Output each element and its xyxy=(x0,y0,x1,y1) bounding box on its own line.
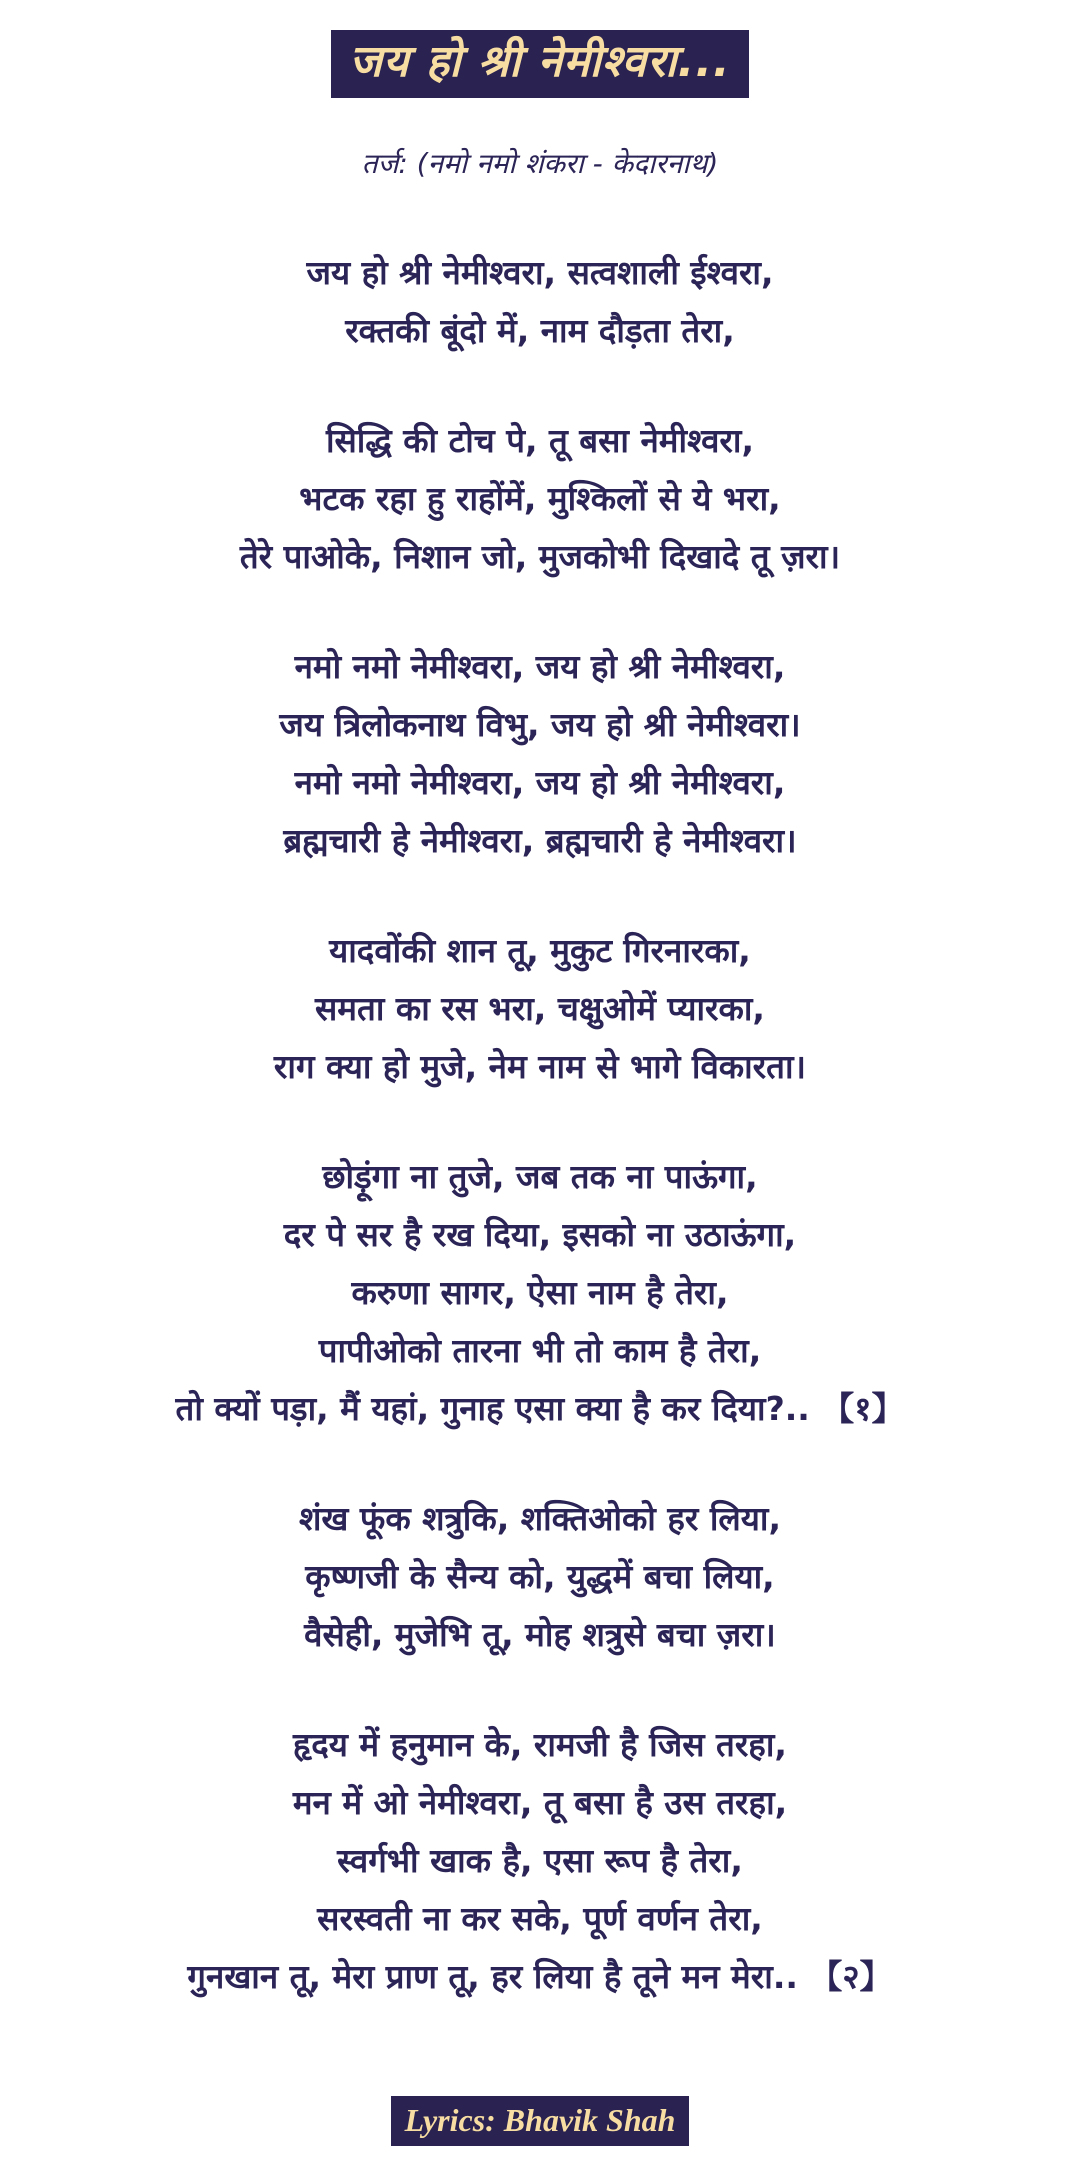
lyric-line: स्वर्गभी खाक है, एसा रूप है तेरा, xyxy=(337,1841,743,1880)
lyric-line: भटक रहा हु राहोंमें, मुश्किलों से ये भरा, xyxy=(299,479,781,518)
stanza-4 xyxy=(274,922,806,1096)
lyric-line: कृष्णजी के सैन्य को, युद्धमें बचा लिया, xyxy=(305,1557,775,1596)
lyric-line: जय त्रिलोकनाथ विभु, जय हो श्री नेमीश्वरा। xyxy=(279,705,801,744)
lyrics-section xyxy=(176,244,905,2006)
lyric-line: गुनखान तू, मेरा प्राण तू, हर लिया है तूने मन मेरा.. 【२】 xyxy=(187,1957,893,1996)
lyric-line: तो क्यों पड़ा, मैं यहां, गुनाह एसा क्या है कर दिया?.. 【१】 xyxy=(175,1389,905,1428)
page-title-badge xyxy=(331,30,748,98)
lyric-line: ब्रह्मचारी हे नेमीश्वरा, ब्रह्मचारी हे नेमीश्वरा। xyxy=(283,821,797,860)
lyric-line: पापीओको तारना भी तो काम है तेरा, xyxy=(318,1331,762,1370)
lyric-line: नमो नमो नेमीश्वरा, जय हो श्री नेमीश्वरा, xyxy=(294,647,786,686)
stanza-3-chorus xyxy=(279,638,800,870)
lyric-line: दर पे सर है रख दिया, इसको ना उठाऊंगा, xyxy=(283,1215,797,1254)
page-title: जय हो श्री नेमीश्वरा... xyxy=(349,36,731,87)
lyric-line: तेरे पाओके, निशान जो, मुजकोभी दिखादे तू ज़रा। xyxy=(239,537,841,576)
lyric-line: सरस्वती ना कर सके, पूर्ण वर्णन तेरा, xyxy=(317,1899,763,1938)
lyric-line: रक्तकी बूंदो में, नाम दौड़ता तेरा, xyxy=(345,311,735,350)
lyric-line: वैसेही, मुजेभि तू, मोह शत्रुसे बचा ज़रा। xyxy=(304,1615,776,1654)
credit-badge xyxy=(391,2096,690,2146)
credit-text: Lyrics: Bhavik Shah xyxy=(404,2102,676,2138)
stanza-5 xyxy=(176,1148,905,1438)
lyric-line: जय हो श्री नेमीश्वरा, सत्वशाली ईश्वरा, xyxy=(306,253,774,292)
lyric-line: हृदय में हनुमान के, रामजी है जिस तरहा, xyxy=(293,1725,787,1764)
stanza-7 xyxy=(187,1716,892,2006)
lyric-line: मन में ओ नेमीश्वरा, तू बसा है उस तरहा, xyxy=(292,1783,788,1822)
lyric-line: यादवोंकी शान तू, मुकुट गिरनारका, xyxy=(329,931,751,970)
lyric-line: छोड़ूंगा ना तुजे, जब तक ना पाऊंगा, xyxy=(322,1157,758,1196)
stanza-6 xyxy=(299,1490,781,1664)
stanza-1 xyxy=(306,244,773,360)
lyric-line: शंख फूंक शत्रुकि, शक्तिओको हर लिया, xyxy=(298,1499,782,1538)
song-tune-subtitle: तर्ज: (नमो नमो शंकरा - केदारनाथ) xyxy=(361,147,719,180)
lyric-line: नमो नमो नेमीश्वरा, जय हो श्री नेमीश्वरा, xyxy=(294,763,786,802)
lyric-line: समता का रस भरा, चक्षुओमें प्यारका, xyxy=(315,989,765,1028)
lyric-line: सिद्धि की टोच पे, तू बसा नेमीश्वरा, xyxy=(325,421,755,460)
lyric-line: करुणा सागर, ऐसा नाम है तेरा, xyxy=(351,1273,729,1312)
stanza-2 xyxy=(240,412,840,586)
lyric-line: राग क्या हो मुजे, नेम नाम से भागे विकारता। xyxy=(273,1047,807,1086)
